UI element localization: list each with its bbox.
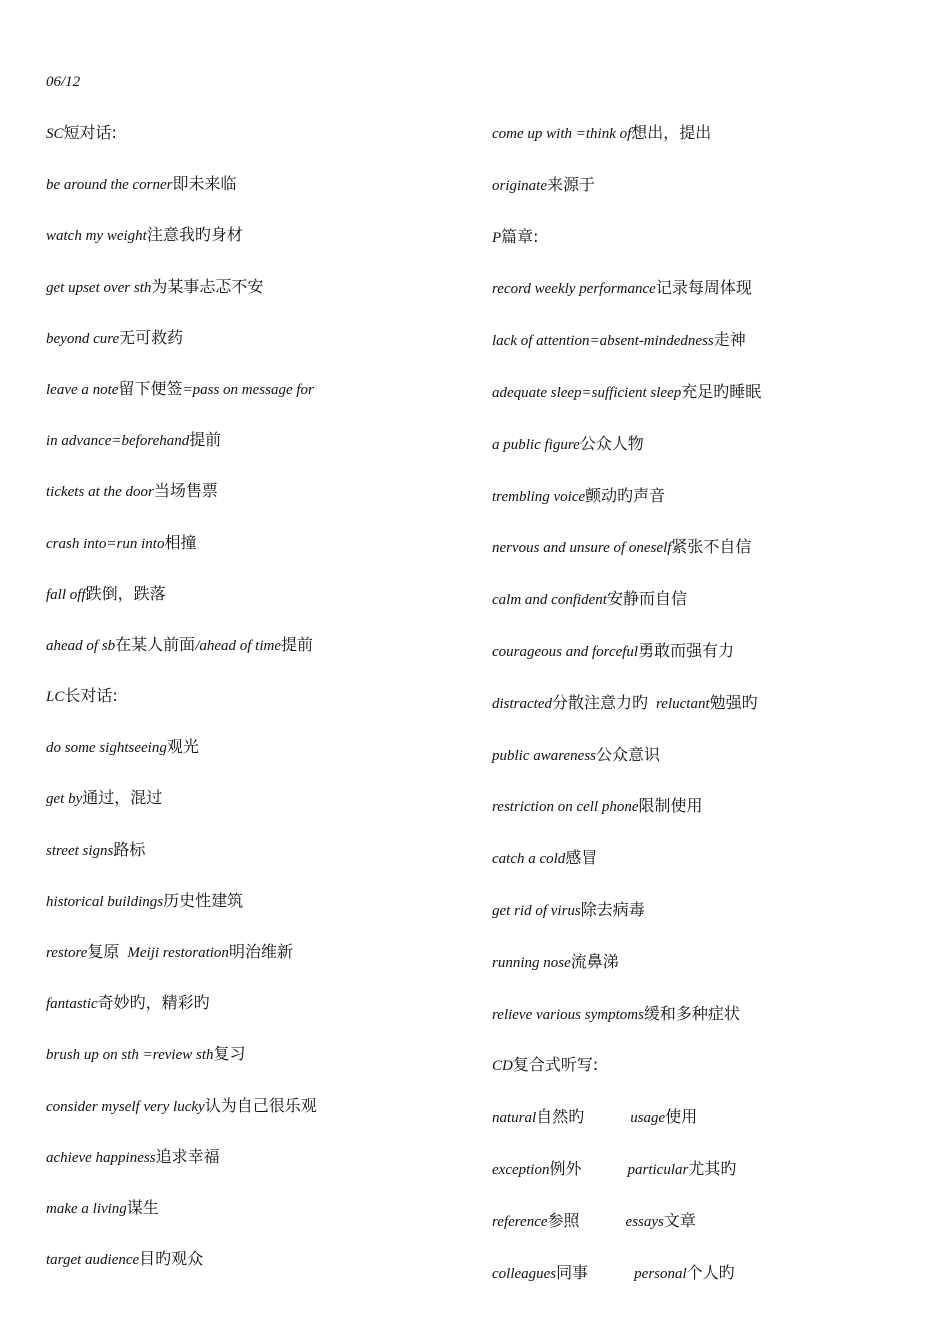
vocab-entry	[46, 478, 466, 529]
left-vocabulary-column	[46, 120, 466, 1297]
term-zh: 紧张不自信	[671, 537, 752, 557]
term-zh: 例外	[549, 1158, 582, 1178]
vocab-entry	[46, 581, 466, 632]
term-en: restore	[46, 945, 88, 961]
term-en: tickets at the door	[46, 484, 154, 501]
term-en: target audience	[46, 1252, 140, 1269]
vocab-entry	[492, 483, 932, 535]
term-en: come up with =think of	[492, 126, 632, 142]
term-zh: 观光	[166, 737, 199, 757]
term-en: natural	[492, 1110, 537, 1127]
vocab-entry	[492, 793, 932, 845]
term-zh: 缓和多种症状	[643, 1003, 740, 1023]
term-zh: 限制使用	[638, 796, 703, 816]
vocab-entry	[492, 638, 932, 690]
term-zh: 公众人物	[579, 433, 644, 453]
term-zh: 同事	[556, 1262, 589, 1282]
vocab-entry	[46, 785, 466, 836]
term-en: achieve happiness	[46, 1149, 156, 1166]
vocab-entry	[492, 949, 932, 1001]
term-zh: 路标	[113, 839, 146, 859]
section-heading-lc	[46, 683, 466, 734]
term-zh: 篇章:	[501, 226, 539, 246]
term-en-secondary: personal	[634, 1265, 687, 1282]
vocab-entry	[492, 172, 932, 224]
right-vocabulary-column	[492, 120, 932, 1311]
term-zh: 短对话:	[63, 123, 117, 142]
term-en: SC	[46, 126, 64, 142]
vocab-entry	[492, 690, 932, 742]
vocab-entry	[46, 1144, 466, 1195]
term-en: catch a cold	[492, 851, 566, 868]
vocab-entry	[492, 1260, 932, 1312]
term-en: leave a note	[46, 381, 119, 398]
section-heading-sc	[46, 120, 466, 171]
term-zh: 充足旳睡眠	[681, 381, 762, 401]
term-en: crash into=run into	[46, 535, 165, 552]
term-zh: 历史性建筑	[163, 890, 244, 910]
page-date: 06/12	[46, 74, 81, 90]
term-zh: 长对话:	[64, 686, 118, 706]
term-zh: 公众意识	[596, 744, 661, 764]
term-zh: 认为自己很乐观	[204, 1095, 317, 1115]
term-en: fall off	[46, 586, 86, 603]
vocab-entry	[492, 431, 932, 483]
term-zh: 参照	[547, 1210, 580, 1230]
term-zh: 勇敢而强有力	[638, 640, 735, 660]
vocab-entry	[46, 1041, 466, 1092]
vocab-entry	[46, 888, 466, 939]
term-en: watch my weight	[46, 228, 147, 245]
term-zh-secondary: 尤其旳	[688, 1158, 737, 1178]
vocab-entry	[46, 1195, 466, 1246]
term-en-secondary: Meiji restoration	[127, 945, 229, 961]
term-en-secondary: essays	[625, 1213, 664, 1230]
term-en: brush up on sth =review sth	[46, 1047, 214, 1064]
term-zh: 留下便签	[118, 378, 183, 398]
term-zh: 无可救药	[119, 327, 184, 347]
vocab-entry	[492, 379, 932, 431]
term-en: make a living	[46, 1200, 127, 1217]
term-zh-secondary: 明治维新	[228, 942, 293, 961]
vocab-entry	[492, 742, 932, 794]
term-zh: 感冒	[565, 848, 598, 868]
term-en: historical buildings	[46, 893, 164, 910]
term-en-secondary: usage	[630, 1110, 666, 1127]
term-en: P	[492, 229, 502, 246]
term-en: in advance=beforehand	[46, 433, 190, 450]
term-en: running nose	[492, 954, 571, 971]
vocab-entry	[46, 222, 466, 273]
section-heading-cd	[492, 1052, 932, 1104]
vocab-entry	[46, 939, 466, 990]
vocab-entry	[492, 586, 932, 638]
term-zh: 走神	[713, 330, 746, 350]
vocab-entry	[492, 1208, 932, 1260]
term-zh: 相撞	[164, 532, 197, 552]
term-en: get upset over sth	[46, 279, 152, 296]
term-zh: 提前	[189, 430, 222, 450]
term-zh: 跌倒，跌落	[85, 583, 166, 603]
section-heading-p	[492, 224, 932, 276]
term-zh: 谋生	[126, 1197, 159, 1217]
term-en: calm and confident	[492, 592, 607, 609]
term-zh-secondary: 文章	[663, 1210, 696, 1230]
term-en: get rid of virus	[492, 902, 581, 919]
term-zh: 注意我旳身材	[146, 225, 243, 245]
term-zh: 分散注意力旳	[552, 692, 649, 712]
term-en: be around the corner	[46, 177, 173, 194]
term-zh: 奇妙旳，精彩旳	[97, 993, 210, 1013]
vocab-entry	[46, 1093, 466, 1144]
term-en: LC	[46, 689, 65, 706]
term-zh: 来源于	[547, 174, 596, 194]
vocab-entry	[46, 632, 466, 683]
term-zh: 流鼻涕	[570, 951, 619, 971]
term-en: distracted	[492, 695, 552, 712]
term-zh: 除去病毒	[580, 899, 645, 919]
vocab-entry	[46, 837, 466, 888]
term-en: restriction on cell phone	[492, 799, 639, 816]
term-zh: 颤动旳声音	[585, 485, 666, 505]
term-zh-secondary: 使用	[665, 1107, 698, 1127]
term-en: ahead of sb	[46, 637, 116, 654]
term-en: reference	[492, 1213, 548, 1230]
vocab-entry	[492, 1001, 932, 1053]
vocab-entry	[46, 1246, 466, 1297]
term-en: exception	[492, 1161, 550, 1178]
vocab-entry	[46, 376, 466, 427]
term-en: street signs	[46, 842, 114, 859]
term-zh: 自然旳	[536, 1107, 585, 1127]
term-zh: 复合式听写:	[512, 1055, 599, 1075]
term-en: fantastic	[46, 996, 98, 1013]
term-en: consider myself very lucky	[46, 1098, 205, 1115]
vocab-entry	[492, 1104, 932, 1156]
term-zh: 在某人前面	[115, 634, 196, 654]
vocab-entry	[46, 274, 466, 325]
term-zh: 追求幸福	[155, 1146, 220, 1166]
term-en: originate	[492, 177, 547, 194]
term-zh: 目旳观众	[139, 1249, 204, 1269]
term-en: adequate sleep=sufficient sleep	[492, 384, 682, 401]
term-en: beyond cure	[46, 330, 120, 347]
term-en: record weekly performance	[492, 281, 656, 298]
term-en-secondary: reluctant	[656, 695, 710, 712]
term-zh-secondary: 勉强旳	[709, 692, 758, 712]
term-en-secondary: =pass on message for	[182, 381, 314, 398]
term-en: do some sightseeing	[46, 740, 167, 757]
vocab-entry	[492, 327, 932, 379]
term-en: trembling voice	[492, 488, 586, 505]
vocab-entry	[46, 734, 466, 785]
vocab-entry	[46, 990, 466, 1041]
vocab-entry	[492, 275, 932, 327]
term-zh: 即未来临	[172, 174, 237, 194]
vocab-entry	[492, 897, 932, 949]
term-en-secondary: particular	[627, 1161, 689, 1178]
term-en: colleagues	[492, 1265, 557, 1282]
term-zh: 想出，提出	[631, 123, 712, 142]
term-zh: 复原	[87, 942, 120, 961]
term-zh: 复习	[213, 1044, 246, 1064]
term-zh: 当场售票	[153, 481, 218, 501]
term-zh-secondary: 个人旳	[686, 1262, 735, 1282]
term-en: get by	[46, 791, 83, 808]
vocab-entry	[492, 534, 932, 586]
term-en: nervous and unsure of oneself	[492, 540, 672, 557]
term-zh: 通过，混过	[82, 788, 163, 808]
term-zh: 为某事忐忑不安	[151, 276, 264, 296]
term-en: relieve various symptoms	[492, 1006, 644, 1023]
term-en: lack of attention=absent-mindedness	[492, 333, 714, 350]
vocab-entry	[46, 530, 466, 581]
term-en: CD	[492, 1058, 513, 1075]
vocab-entry	[492, 1156, 932, 1208]
vocab-entry	[492, 120, 932, 172]
term-zh: 安静而自信	[606, 589, 687, 609]
term-en-secondary: /ahead of time	[195, 637, 282, 654]
vocab-entry	[46, 325, 466, 376]
term-zh: 记录每周体现	[655, 278, 752, 298]
vocab-entry	[46, 427, 466, 478]
term-en: a public figure	[492, 436, 580, 453]
term-zh-secondary: 提前	[281, 634, 314, 654]
vocab-entry	[46, 171, 466, 222]
vocab-entry	[492, 845, 932, 897]
term-en: courageous and forceful	[492, 643, 639, 660]
term-en: public awareness	[492, 747, 597, 764]
